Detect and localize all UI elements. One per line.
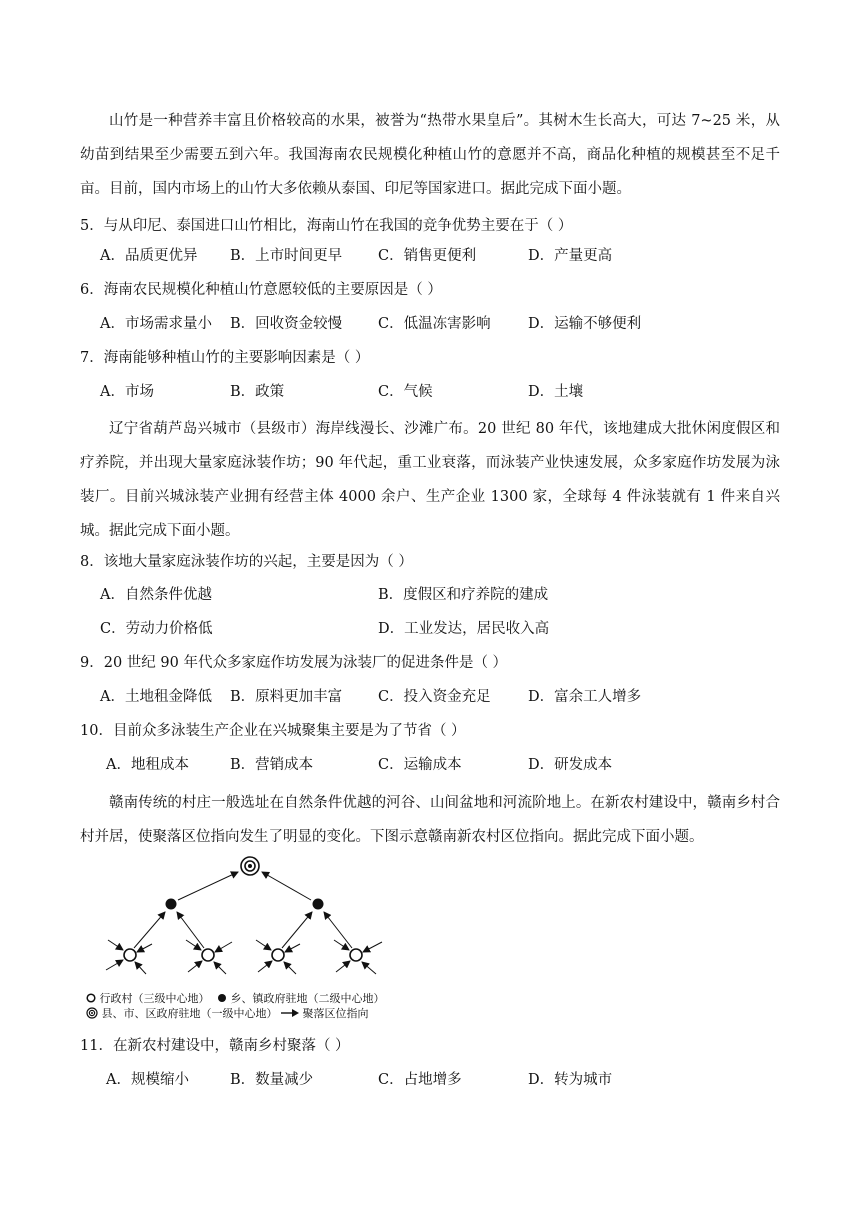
- q8-option-b: B．度假区和疗养院的建成: [378, 587, 549, 603]
- q6-option-d: D．运输不够便利: [528, 316, 642, 332]
- q10-option-a: A．地租成本: [106, 757, 189, 773]
- question-5: 5．与从印尼、泰国进口山竹相比，海南山竹在我国的竞争优势主要在于（ ）: [80, 218, 573, 234]
- village-legend-icon: [86, 993, 96, 1003]
- q7-option-c: C．气候: [378, 384, 433, 400]
- q6-option-a: A．市场需求量小: [100, 316, 212, 332]
- question-11: 11．在新农村建设中，赣南乡村聚落（ ）: [80, 1038, 350, 1054]
- location-arrow: [134, 912, 165, 948]
- q8-option-d: D．工业发达，居民收入高: [378, 621, 550, 637]
- q11-option-b: B．数量减少: [230, 1072, 314, 1088]
- q9-option-b: B．原料更加丰富: [230, 689, 343, 705]
- question-8: 8．该地大量家庭泳装作坊的兴起，主要是因为（ ）: [80, 554, 413, 570]
- village-node: [272, 949, 284, 961]
- question-7: 7．海南能够种植山竹的主要影响因素是（ ）: [80, 350, 370, 366]
- passage-gannan-villages: 赣南传统的村庄一般选址在自然条件优越的河谷、山间盆地和河流阶地上。在新农村建设中，赣南乡村合村并居，使聚落区位指向发生了明显的变化。下图示意赣南新农村区位指向。据此完成下面小题。: [80, 795, 780, 845]
- location-arrow: [282, 912, 312, 948]
- county-seat-node: [241, 857, 259, 875]
- legend-row-2: [86, 1007, 369, 1021]
- township-node: [313, 899, 324, 910]
- location-arrow: [178, 872, 238, 900]
- q6-option-b: B．回收资金较慢: [230, 316, 343, 332]
- q9-option-a: A．土地租金降低: [100, 689, 212, 705]
- county-legend-icon: [86, 1007, 98, 1019]
- q6-option-c: C．低温冻害影响: [378, 316, 491, 332]
- q10-option-c: C．运输成本: [378, 757, 462, 773]
- village-node: [202, 949, 214, 961]
- q5-option-a: A．品质更优异: [100, 248, 198, 264]
- q10-option-b: B．营销成本: [230, 757, 314, 773]
- q8-option-a: A．自然条件优越: [100, 587, 212, 603]
- q5-option-c: C．销售更便利: [378, 248, 477, 264]
- legend-arrow-label: 聚落区位指向: [302, 1007, 369, 1020]
- legend-township-label: 乡、镇政府驻地（二级中心地）: [230, 992, 385, 1005]
- q5-option-b: B．上市时间更早: [230, 248, 343, 264]
- q7-option-d: D．土壤: [528, 384, 584, 400]
- village-node: [350, 949, 362, 961]
- legend-county-label: 县、市、区政府驻地（一级中心地）: [101, 1007, 278, 1020]
- q9-option-c: C．投入资金充足: [378, 689, 491, 705]
- q9-option-d: D．富余工人增多: [528, 689, 642, 705]
- question-9: 9．20 世纪 90 年代众多家庭作坊发展为泳装厂的促进条件是（ ）: [80, 655, 508, 671]
- village-node: [124, 949, 136, 961]
- question-6: 6．海南农民规模化种植山竹意愿较低的主要原因是（ ）: [80, 282, 442, 298]
- q11-option-d: D．转为城市: [528, 1072, 613, 1088]
- township-legend-icon: [217, 993, 227, 1003]
- passage-mangosteen: 山竹是一种营养丰富且价格较高的水果，被誉为“热带水果皇后”。其树木生长高大，可达 7~25 米，从幼苗到结果至少需要五到六年。我国海南农民规模化种植山竹的意愿并不高，商品化种植的规模甚至不足千亩。目前，国内市场上的山竹大多依赖从泰国、印尼等国家进口。据此完成下面小题。: [80, 113, 780, 197]
- settlement-location-diagram: [78, 852, 398, 986]
- q5-option-d: D．产量更高: [528, 248, 613, 264]
- q11-option-c: C．占地增多: [378, 1072, 462, 1088]
- q8-option-c: C．劳动力价格低: [100, 621, 213, 637]
- q7-option-a: A．市场: [100, 384, 154, 400]
- q11-option-a: A．规模缩小: [106, 1072, 189, 1088]
- village-inward-arrows: [106, 940, 382, 974]
- legend-row-1: [86, 992, 385, 1006]
- township-node: [166, 899, 177, 910]
- location-arrow: [262, 872, 311, 900]
- q7-option-b: B．政策: [230, 384, 285, 400]
- question-10: 10．目前众多泳装生产企业在兴城聚集主要是为了节省（ ）: [80, 723, 466, 739]
- legend-village-label: 行政村（三级中心地）: [99, 992, 210, 1005]
- q10-option-d: D．研发成本: [528, 757, 613, 773]
- arrow-legend-icon: [281, 1009, 299, 1017]
- passage-swimwear: 辽宁省葫芦岛兴城市（县级市）海岸线漫长、沙滩广布。20 世纪 80 年代，该地建成大批休闲度假区和疗养院，并出现大量家庭泳装作坊；90 年代起，重工业衰落，而泳装产业快速发展，众多家庭作坊发展为泳装厂。目前兴城泳装产业拥有经营主体 4000 余户、生产企业 1300 家，全球每 4 件泳装就有 1 件来自兴城。据此完成下面小题。: [80, 421, 780, 539]
